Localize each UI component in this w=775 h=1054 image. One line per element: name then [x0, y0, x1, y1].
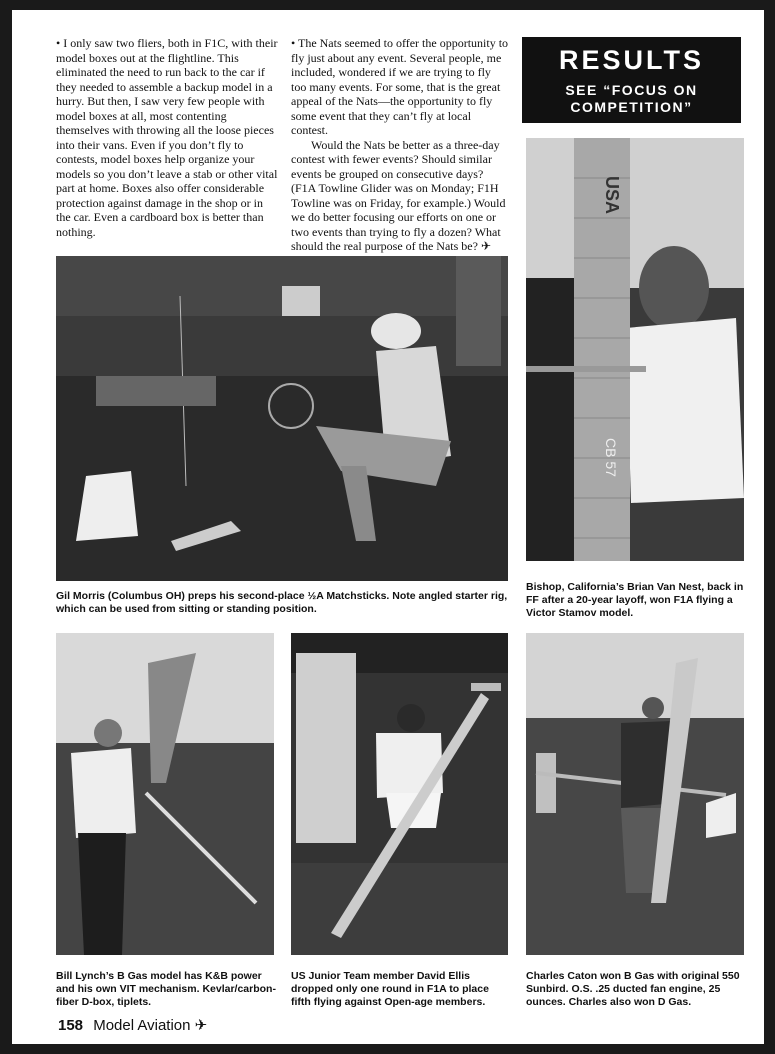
results-subtitle: SEE “FOCUS ON COMPETITION”	[565, 82, 698, 115]
results-box	[522, 37, 741, 123]
results-title: RESULTS	[558, 45, 704, 75]
caption-brian-van-nest: Bishop, California’s Brian Van Nest, back in FF after a 20-year layoff, won F1A flying a Victor Stamov model.	[526, 581, 744, 619]
photo-charles-caton	[526, 633, 744, 955]
article-paragraph: • The Nats seemed to offer the opportunity to fly just about any event. Several people, me included, wondered if we are trying to fly too many events. For some, that is the great appeal of the Nats—the opportunity to fly some event that they can’t fly at local contest.	[291, 36, 509, 137]
article-paragraph: • I only saw two fliers, both in F1C, with their model boxes out at the flightline. This eliminated the need to run back to the car if they needed to assemble a backup model in a hurry. But then, I saw very few people with model boxes at all, most contenting themselves with throwing all the loose pieces into their vans. Even if you don’t fly to contests, model boxes help organize your models so you don’t leave a stab or other vital part at home. Boxes also offer considerable protection against damage in the shop or in the car. Even a cardboard box is better than nothing.	[56, 36, 278, 239]
photo-david-ellis	[291, 633, 508, 955]
caption-charles-caton: Charles Caton won B Gas with original 550 Sunbird. O.S. .25 ducted fan engine, 25 ounces. Charles also won D Gas.	[526, 970, 740, 1008]
magazine-page	[12, 10, 764, 1044]
page-number: 158	[58, 1017, 84, 1034]
magazine-name: Model Aviation ✈	[93, 1017, 208, 1034]
wing-id-lettering: CB 57	[603, 438, 619, 477]
caption-bill-lynch: Bill Lynch’s B Gas model has K&B power and his own VIT mechanism. Kevlar/carbon-fiber D-box, tiplets.	[56, 970, 276, 1008]
photo-gil-morris	[56, 256, 508, 581]
caption-david-ellis: US Junior Team member David Ellis dropped only one round in F1A to place fifth flying against Open-age members.	[291, 970, 489, 1008]
photo-bill-lynch	[56, 633, 274, 955]
article-column-1	[56, 36, 278, 239]
article-paragraph: Would the Nats be better as a three-day contest with fewer events? Should similar events be grouped on consecutive days? (F1A Towline Glider was on Monday; F1H Towline was on Friday, for example.) Would we do better focusing our efforts on one or two events than trying to fly a dozen? What should the real purpose of the Nats be? ✈	[291, 137, 506, 253]
caption-gil-morris: Gil Morris (Columbus OH) preps his second-place ½A Matchsticks. Note angled starter rig, which can be used from sitting or standing position.	[56, 590, 508, 615]
wing-usa-lettering: USA	[602, 176, 622, 215]
page-footer	[58, 1016, 207, 1034]
photo-brian-van-nest	[526, 138, 744, 561]
article-column-2	[291, 36, 509, 254]
